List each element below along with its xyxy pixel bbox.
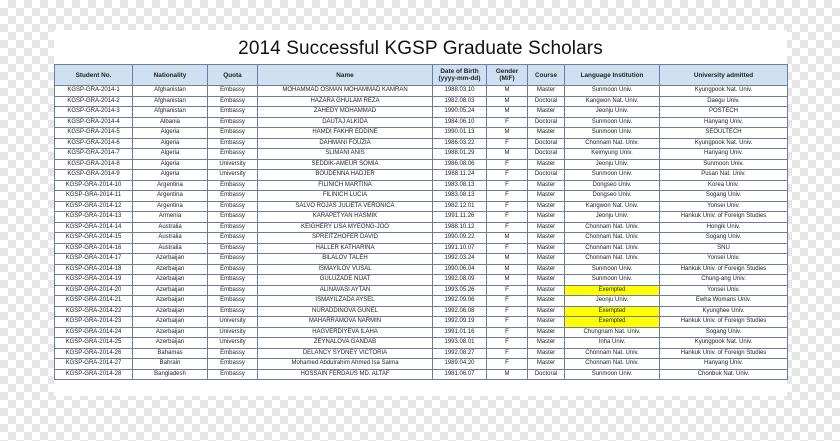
- table-cell: Master: [528, 243, 565, 254]
- table-cell: Kangwon Nat. Univ.: [565, 201, 660, 212]
- table-cell: Master: [528, 327, 565, 338]
- table-cell: Azerbaijan: [133, 264, 208, 275]
- table-cell: Master: [528, 191, 565, 202]
- table-row: [55, 107, 788, 118]
- scholars-table: [54, 64, 788, 380]
- table-row: [55, 201, 788, 212]
- table-row: [55, 254, 788, 265]
- table-cell: F: [487, 348, 528, 359]
- table-cell: Master: [528, 359, 565, 370]
- table-cell: Hanyang Univ.: [660, 117, 788, 128]
- table-row: [55, 369, 788, 380]
- table-cell: FILINICH MARTINA: [258, 180, 433, 191]
- table-cell: Sogang Univ.: [660, 233, 788, 244]
- table-cell: Sunmoon Univ.: [565, 86, 660, 97]
- table-cell: Master: [528, 254, 565, 265]
- table-cell: Algeria: [133, 138, 208, 149]
- table-cell: M: [487, 369, 528, 380]
- table-cell: Afghanistan: [133, 107, 208, 118]
- table-cell: Azerbaijan: [133, 254, 208, 265]
- table-cell: Hanyang Univ.: [660, 149, 788, 160]
- table-cell: Embassy: [208, 254, 258, 265]
- table-row: [55, 285, 788, 296]
- table-cell: GULUZADE NIJAT: [258, 275, 433, 286]
- table-cell: SPREITZHOFER DAVID: [258, 233, 433, 244]
- table-cell: NURADDINOVA GUNEL: [258, 306, 433, 317]
- table-cell: KGSP-GRA-2014-18: [55, 264, 133, 275]
- table-cell: Chonbuk Nat. Univ.: [660, 369, 788, 380]
- table-cell: Algeria: [133, 159, 208, 170]
- table-cell: Australia: [133, 243, 208, 254]
- table-cell: Master: [528, 338, 565, 349]
- table-cell: KGSP-GRA-2014-21: [55, 296, 133, 307]
- column-header: Quota: [208, 65, 258, 86]
- table-cell: Australia: [133, 233, 208, 244]
- column-header: Gender (M/F): [487, 65, 528, 86]
- table-cell: F: [487, 138, 528, 149]
- table-row: [55, 233, 788, 244]
- table-cell: Daegu Univ.: [660, 96, 788, 107]
- table-cell: KGSP-GRA-2014-22: [55, 306, 133, 317]
- table-cell: Afghanistan: [133, 96, 208, 107]
- table-cell: M: [487, 254, 528, 265]
- document-title: 2014 Successful KGSP Graduate Scholars: [238, 38, 603, 59]
- table-cell: Yonsei Univ.: [660, 285, 788, 296]
- table-cell: F: [487, 317, 528, 328]
- table-cell: F: [487, 170, 528, 181]
- table-cell: Master: [528, 180, 565, 191]
- table-row: [55, 212, 788, 223]
- table-cell: Chonnam Nat. Univ.: [565, 254, 660, 265]
- table-cell: Sunmoon Univ.: [565, 117, 660, 128]
- table-cell: HAGVERDIYEVA ILAHA: [258, 327, 433, 338]
- table-cell: Doctoral: [528, 117, 565, 128]
- table-cell: University: [208, 327, 258, 338]
- table-row: [55, 359, 788, 370]
- table-cell: F: [487, 306, 528, 317]
- table-row: [55, 327, 788, 338]
- table-cell: Doctoral: [528, 138, 565, 149]
- table-cell: Chonnam Nat. Univ.: [565, 233, 660, 244]
- table-cell: Jeonju Univ.: [565, 107, 660, 118]
- table-cell: F: [487, 201, 528, 212]
- table-cell: Pusan Nat. Univ.: [660, 170, 788, 181]
- table-cell: Embassy: [208, 128, 258, 139]
- table-cell: Bahrain: [133, 359, 208, 370]
- table-cell: KGSP-GRA-2014-24: [55, 327, 133, 338]
- table-cell: University: [208, 159, 258, 170]
- table-cell: 1986.08.06: [433, 159, 487, 170]
- table-cell: KEIGHERY LISA MYEONG-JOO: [258, 222, 433, 233]
- table-cell: Azerbaijan: [133, 285, 208, 296]
- table-cell: F: [487, 212, 528, 223]
- table-cell: ISMAYILZADA AYSEL: [258, 296, 433, 307]
- table-cell: 1992.09.06: [433, 296, 487, 307]
- table-cell: Azerbaijan: [133, 338, 208, 349]
- table-cell: Algeria: [133, 170, 208, 181]
- table-cell: 1992.03.24: [433, 254, 487, 265]
- table-cell: HAMDI FAKHR EDDINE: [258, 128, 433, 139]
- table-cell: HOSSAIN FERDAUS MD. ALTAF: [258, 369, 433, 380]
- table-cell: Australia: [133, 222, 208, 233]
- column-header: Student No.: [55, 65, 133, 86]
- table-cell: KGSP-GRA-2014-19: [55, 275, 133, 286]
- table-cell: Hankuk Univ. of Foreign Studies: [660, 348, 788, 359]
- table-cell: 1993.05.26: [433, 285, 487, 296]
- table-header-row: [55, 65, 788, 86]
- table-cell: Algeria: [133, 128, 208, 139]
- table-cell: Algeria: [133, 149, 208, 160]
- table-cell: BOUDENNA HADJER: [258, 170, 433, 181]
- table-cell: Master: [528, 233, 565, 244]
- table-cell: 1988.03.10: [433, 86, 487, 97]
- column-header: Language Institution: [565, 65, 660, 86]
- table-cell: Embassy: [208, 243, 258, 254]
- table-cell: Master: [528, 275, 565, 286]
- table-cell: POSTECH: [660, 107, 788, 118]
- column-header: Date of Birth (yyyy-mm-dd): [433, 65, 487, 86]
- table-row: [55, 180, 788, 191]
- table-cell: Kyungpook Nat. Univ.: [660, 138, 788, 149]
- table-cell: M: [487, 275, 528, 286]
- table-cell: 1992.06.08: [433, 306, 487, 317]
- table-cell: KGSP-GRA-2014-10: [55, 180, 133, 191]
- table-cell: Master: [528, 201, 565, 212]
- table-row: [55, 138, 788, 149]
- table-cell: Master: [528, 107, 565, 118]
- table-cell: KGSP-GRA-2014-3: [55, 107, 133, 118]
- table-cell: KGSP-GRA-2014-5: [55, 128, 133, 139]
- table-cell: F: [487, 159, 528, 170]
- table-cell: F: [487, 338, 528, 349]
- table-cell: KGSP-GRA-2014-12: [55, 201, 133, 212]
- table-cell: SLIMANI ANIS: [258, 149, 433, 160]
- table-cell: Doctoral: [528, 170, 565, 181]
- table-cell: 1990.05.24: [433, 107, 487, 118]
- table-cell: Keimyung Univ.: [565, 149, 660, 160]
- table-cell: M: [487, 264, 528, 275]
- table-cell: Sunmoon Univ.: [565, 369, 660, 380]
- table-row: [55, 86, 788, 97]
- table-cell: Chonnam Nat. Univ.: [565, 359, 660, 370]
- table-row: [55, 338, 788, 349]
- table-cell: ISMAYILOV VUSAL: [258, 264, 433, 275]
- table-cell: 1982.12.01: [433, 201, 487, 212]
- table-cell: Sogang Univ.: [660, 327, 788, 338]
- table-cell: Dongseo Univ.: [565, 180, 660, 191]
- table-cell: Embassy: [208, 180, 258, 191]
- table-row: [55, 191, 788, 202]
- column-header: Course: [528, 65, 565, 86]
- table-cell: Embassy: [208, 86, 258, 97]
- table-cell: KGSP-GRA-2014-26: [55, 348, 133, 359]
- table-cell: Embassy: [208, 222, 258, 233]
- table-cell: Chonnam Nat. Univ.: [565, 222, 660, 233]
- table-cell: 1991.10.07: [433, 243, 487, 254]
- table-row: [55, 170, 788, 181]
- table-cell: Embassy: [208, 191, 258, 202]
- table-cell: Embassy: [208, 296, 258, 307]
- table-cell: KARAPETYAN HASMIK: [258, 212, 433, 223]
- column-header: University admitted: [660, 65, 788, 86]
- table-cell: KGSP-GRA-2014-6: [55, 138, 133, 149]
- table-cell: FILINICH LUCIA: [258, 191, 433, 202]
- table-cell: F: [487, 243, 528, 254]
- table-cell: DAHMANI FOUZIA: [258, 138, 433, 149]
- table-row: [55, 275, 788, 286]
- table-cell: DAUTAJ ALKIDA: [258, 117, 433, 128]
- table-cell: Afghanistan: [133, 86, 208, 97]
- table-cell: University: [208, 170, 258, 181]
- table-cell: KGSP-GRA-2014-15: [55, 233, 133, 244]
- table-row: [55, 264, 788, 275]
- table-cell: M: [487, 233, 528, 244]
- table-cell: Sunmoon Univ.: [565, 275, 660, 286]
- table-cell: SEDDIK-AMEUR SOMIA: [258, 159, 433, 170]
- table-cell: Embassy: [208, 264, 258, 275]
- table-cell: KGSP-GRA-2014-16: [55, 243, 133, 254]
- column-header: Nationality: [133, 65, 208, 86]
- table-cell: Azerbaijan: [133, 275, 208, 286]
- table-cell: Hankuk Univ. of Foreign Studies: [660, 264, 788, 275]
- table-cell: Exempted: [565, 285, 660, 296]
- table-cell: Embassy: [208, 359, 258, 370]
- table-cell: Bahamas: [133, 348, 208, 359]
- table-cell: Azerbaijan: [133, 317, 208, 328]
- table-cell: KGSP-GRA-2014-14: [55, 222, 133, 233]
- table-cell: Master: [528, 86, 565, 97]
- table-cell: 1982.08.03: [433, 96, 487, 107]
- table-cell: 1988.11.24: [433, 170, 487, 181]
- table-cell: Embassy: [208, 233, 258, 244]
- table-row: [55, 128, 788, 139]
- table-cell: Embassy: [208, 285, 258, 296]
- table-row: [55, 222, 788, 233]
- table-cell: 1983.08.13: [433, 191, 487, 202]
- table-cell: ALINAVASI AYTAN: [258, 285, 433, 296]
- table-cell: Mohamed Abdulrahim Ahmed Isa Salma: [258, 359, 433, 370]
- table-cell: 1991.01.16: [433, 327, 487, 338]
- table-cell: Master: [528, 348, 565, 359]
- table-cell: Embassy: [208, 212, 258, 223]
- table-cell: F: [487, 191, 528, 202]
- table-cell: Sunmoon Univ.: [660, 159, 788, 170]
- table-row: [55, 348, 788, 359]
- table-cell: Chonnam Nat. Univ.: [565, 138, 660, 149]
- table-cell: 1992.09.19: [433, 317, 487, 328]
- table-cell: 1990.01.13: [433, 128, 487, 139]
- table-cell: Embassy: [208, 201, 258, 212]
- table-cell: Chung-ang Univ.: [660, 275, 788, 286]
- table-cell: M: [487, 96, 528, 107]
- table-cell: KGSP-GRA-2014-9: [55, 170, 133, 181]
- table-cell: Kyungpook Nat. Univ.: [660, 86, 788, 97]
- table-cell: Master: [528, 306, 565, 317]
- table-cell: KGSP-GRA-2014-1: [55, 86, 133, 97]
- table-cell: Hongik Univ.: [660, 222, 788, 233]
- table-cell: MAHARRAMOVA NARMIN: [258, 317, 433, 328]
- table-cell: Azerbaijan: [133, 327, 208, 338]
- table-cell: University: [208, 317, 258, 328]
- table-cell: KGSP-GRA-2014-8: [55, 159, 133, 170]
- table-cell: SNU: [660, 243, 788, 254]
- table-cell: University: [208, 338, 258, 349]
- table-cell: DELANCY SYDNEY VICTORIA: [258, 348, 433, 359]
- table-cell: KGSP-GRA-2014-17: [55, 254, 133, 265]
- table-cell: 1989.04.20: [433, 359, 487, 370]
- table-cell: Chonnam Nat. Univ.: [565, 243, 660, 254]
- table-cell: Argentina: [133, 201, 208, 212]
- table-cell: F: [487, 180, 528, 191]
- table-cell: F: [487, 285, 528, 296]
- table-cell: KGSP-GRA-2014-27: [55, 359, 133, 370]
- table-cell: SALVO ROJAS JULIETA VERONICA: [258, 201, 433, 212]
- table-cell: Embassy: [208, 369, 258, 380]
- table-cell: Doctoral: [528, 369, 565, 380]
- table-cell: Embassy: [208, 306, 258, 317]
- table-cell: Master: [528, 212, 565, 223]
- table-cell: M: [487, 107, 528, 118]
- table-cell: Bangladesh: [133, 369, 208, 380]
- table-cell: Inha Univ.: [565, 338, 660, 349]
- table-cell: Embassy: [208, 275, 258, 286]
- table-cell: Hankuk Univ. of Foreign Studies: [660, 317, 788, 328]
- table-cell: 1986.03.22: [433, 138, 487, 149]
- table-cell: Azerbaijan: [133, 306, 208, 317]
- table-cell: F: [487, 296, 528, 307]
- table-cell: Dongseo Univ.: [565, 191, 660, 202]
- table-cell: Yonsei Univ.: [660, 201, 788, 212]
- table-cell: Embassy: [208, 149, 258, 160]
- table-cell: KGSP-GRA-2014-23: [55, 317, 133, 328]
- table-cell: M: [487, 149, 528, 160]
- table-cell: Embassy: [208, 107, 258, 118]
- table-cell: Argentina: [133, 180, 208, 191]
- table-cell: KGSP-GRA-2014-13: [55, 212, 133, 223]
- table-cell: Kyungpook Nat. Univ.: [660, 338, 788, 349]
- table-cell: Exempted: [565, 317, 660, 328]
- table-cell: Armenia: [133, 212, 208, 223]
- table-cell: Master: [528, 222, 565, 233]
- document-sheet: [54, 30, 787, 396]
- table-row: [55, 296, 788, 307]
- table-cell: KGSP-GRA-2014-28: [55, 369, 133, 380]
- table-cell: Jeonju Univ.: [565, 296, 660, 307]
- table-cell: Master: [528, 285, 565, 296]
- table-cell: 1988.01.29: [433, 149, 487, 160]
- table-cell: KGSP-GRA-2014-20: [55, 285, 133, 296]
- table-cell: 1991.11.26: [433, 212, 487, 223]
- table-cell: 1992.08.09: [433, 275, 487, 286]
- table-cell: KGSP-GRA-2014-25: [55, 338, 133, 349]
- table-cell: HALLER KATHARINA: [258, 243, 433, 254]
- table-cell: M: [487, 128, 528, 139]
- table-cell: Azerbaijan: [133, 296, 208, 307]
- table-cell: Master: [528, 128, 565, 139]
- table-cell: KGSP-GRA-2014-11: [55, 191, 133, 202]
- table-cell: KGSP-GRA-2014-4: [55, 117, 133, 128]
- table-cell: Master: [528, 159, 565, 170]
- table-cell: 1992.08.27: [433, 348, 487, 359]
- table-row: [55, 317, 788, 328]
- table-cell: Hankuk Univ. of Foreign Studies: [660, 212, 788, 223]
- table-row: [55, 243, 788, 254]
- table-cell: Doctoral: [528, 96, 565, 107]
- table-cell: KGSP-GRA-2014-7: [55, 149, 133, 160]
- table-cell: F: [487, 117, 528, 128]
- table-cell: Chonnam Nat. Univ.: [565, 348, 660, 359]
- table-row: [55, 149, 788, 160]
- table-cell: Embassy: [208, 96, 258, 107]
- table-cell: Exempted: [565, 306, 660, 317]
- table-cell: Master: [528, 264, 565, 275]
- table-cell: 1990.09.22: [433, 233, 487, 244]
- table-cell: Doctoral: [528, 149, 565, 160]
- table-cell: Korea Univ.: [660, 180, 788, 191]
- table-cell: Chungnam Nat. Univ.: [565, 327, 660, 338]
- table-cell: Embassy: [208, 348, 258, 359]
- column-header: Name: [258, 65, 433, 86]
- table-row: [55, 159, 788, 170]
- table-cell: Sunmoon Univ.: [565, 170, 660, 181]
- table-cell: Sunmoon Univ.: [565, 264, 660, 275]
- table-cell: 1993.08.01: [433, 338, 487, 349]
- table-cell: Yonsei Univ.: [660, 254, 788, 265]
- table-cell: 1984.06.10: [433, 117, 487, 128]
- table-cell: Sunmoon Univ.: [565, 128, 660, 139]
- table-cell: Embassy: [208, 117, 258, 128]
- table-cell: Kangwon Nat. Univ.: [565, 96, 660, 107]
- table-cell: Jeonju Univ.: [565, 159, 660, 170]
- table-cell: Jeonju Univ.: [565, 212, 660, 223]
- table-cell: Master: [528, 317, 565, 328]
- table-cell: HAZARA GHULAM REZA: [258, 96, 433, 107]
- table-row: [55, 306, 788, 317]
- table-cell: 1983.08.13: [433, 180, 487, 191]
- table-cell: Albania: [133, 117, 208, 128]
- table-cell: Embassy: [208, 138, 258, 149]
- table-cell: ZEYNALOVA GANDAB: [258, 338, 433, 349]
- table-cell: Kyunghee Univ.: [660, 306, 788, 317]
- table-cell: ZAHEDY MOHAMMAD: [258, 107, 433, 118]
- table-cell: Argentina: [133, 191, 208, 202]
- table-row: [55, 117, 788, 128]
- table-cell: M: [487, 86, 528, 97]
- table-cell: MOHAMMAD OSMAN MOHAMMAD KAMRAN: [258, 86, 433, 97]
- table-cell: KGSP-GRA-2014-2: [55, 96, 133, 107]
- table-cell: BILALOV TALEH: [258, 254, 433, 265]
- table-cell: Sogang Univ.: [660, 191, 788, 202]
- table-cell: F: [487, 359, 528, 370]
- table-cell: Master: [528, 296, 565, 307]
- table-cell: F: [487, 222, 528, 233]
- table-cell: Hanyang Univ.: [660, 359, 788, 370]
- table-cell: SEOULTECH: [660, 128, 788, 139]
- table-row: [55, 96, 788, 107]
- table-cell: Ewha Womans Univ.: [660, 296, 788, 307]
- table-cell: 1990.06.04: [433, 264, 487, 275]
- table-cell: 1988.10.12: [433, 222, 487, 233]
- table-cell: F: [487, 327, 528, 338]
- table-cell: 1981.06.07: [433, 369, 487, 380]
